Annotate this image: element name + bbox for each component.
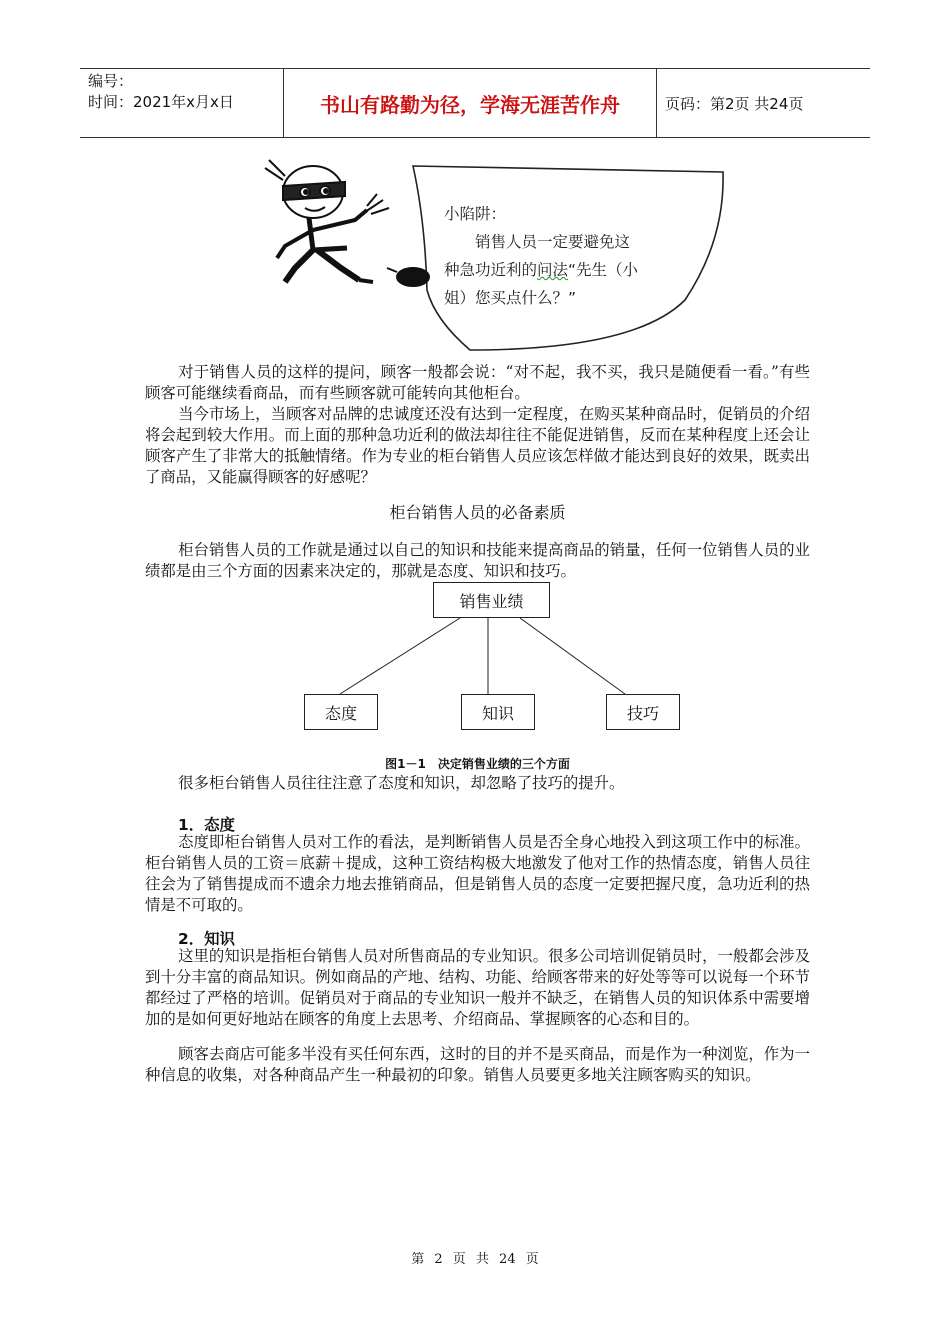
section-title: 柜台销售人员的必备素质 [389, 503, 566, 522]
diagram-caption: 图1－1 决定销售业绩的三个方面 [385, 757, 570, 771]
paragraph-2: 当今市场上，当顾客对品牌的忠诚度还没有达到一定程度，在购买某种商品时，促销员的介绍将会起到较大作用。而上面的那种急功近利的做法却往往不能促进销售，反而在某种程度上还会让顾客产生了非常大的抵触情绪。作为专业的柜台销售人员应该怎样做才能达到良好的效果，既卖出了商品，又能赢得顾客的好感呢？ [145, 405, 810, 486]
callout-line-1: 销售人员一定要避免这 [475, 233, 631, 251]
diagram-box-skill: 技巧 [606, 694, 680, 730]
ninja-cartoon-icon [265, 160, 429, 286]
callout-line-3: 姐）您买点什么？” [444, 289, 577, 307]
subheading-knowledge: 2．知识 [178, 930, 235, 948]
callout-spellcheck-word: 问法 [537, 261, 569, 279]
paragraph-3: 柜台销售人员的工作就是通过以自己的知识和技能来提高商品的销量，任何一位销售人员的业绩都是由三个方面的因素来决定的，那就是态度、知识和技巧。 [145, 541, 810, 580]
paragraph-5: 态度即柜台销售人员对工作的看法，是判断销售人员是否全身心地投入到这项工作中的标准。柜台销售人员的工资＝底薪＋提成，这种工资结构极大地激发了他对工作的热情态度，销售人员往往会为了销售提成而不遗余力地去推销商品，但是销售人员的态度一定要把握尺度，急功近利的热情是不可取的。 [145, 833, 810, 914]
page-header [80, 68, 870, 138]
callout-text [444, 200, 684, 312]
header-page-info: 页码：第2页 共24页 [665, 94, 804, 113]
header-motto: 书山有路勤为径，学海无涯苦作舟 [283, 69, 657, 137]
callout-title: 小陷阱： [444, 205, 507, 223]
paragraph-4: 很多柜台销售人员往往注意了态度和知识，却忽略了技巧的提升。 [178, 774, 625, 792]
subheading-attitude: 1．态度 [178, 816, 235, 834]
paragraph-6: 这里的知识是指柜台销售人员对所售商品的专业知识。很多公司培训促销员时，一般都会涉及到十分丰富的商品知识。例如商品的产地、结构、功能、给顾客带来的好处等等可以说每一个环节都经过了严格的培训。促销员对于商品的专业知识一般并不缺乏，在销售人员的知识体系中需要增加的是如何更好地站在顾客的角度上去思考、介绍商品、掌握顾客的心态和目的。 [145, 947, 810, 1028]
time-label: 时间：2021年x月x日 [88, 93, 234, 111]
paragraph-1: 对于销售人员的这样的提问，顾客一般都会说：“对不起，我不买，我只是随便看一看。”有些顾客可能继续看商品，而有些顾客就可能转向其他柜台。 [145, 363, 810, 402]
callout-line-2c: “先生（小 [568, 261, 639, 279]
header-meta [80, 69, 283, 137]
number-label: 编号： [88, 72, 134, 90]
callout-line-2a: 种急功近利的 [444, 261, 538, 279]
diagram-box-knowledge: 知识 [461, 694, 535, 730]
diagram-box-attitude: 态度 [304, 694, 378, 730]
paragraph-7: 顾客去商店可能多半没有买任何东西，这时的目的并不是买商品，而是作为一种浏览，作为一种信息的收集，对各种商品产生一种最初的印象。销售人员要更多地关注顾客购买的知识。 [145, 1045, 810, 1084]
page-footer: 第 2 页 共 24 页 [411, 1252, 539, 1267]
callout-line-2 [444, 256, 684, 284]
diagram-root-box: 销售业绩 [433, 582, 550, 618]
